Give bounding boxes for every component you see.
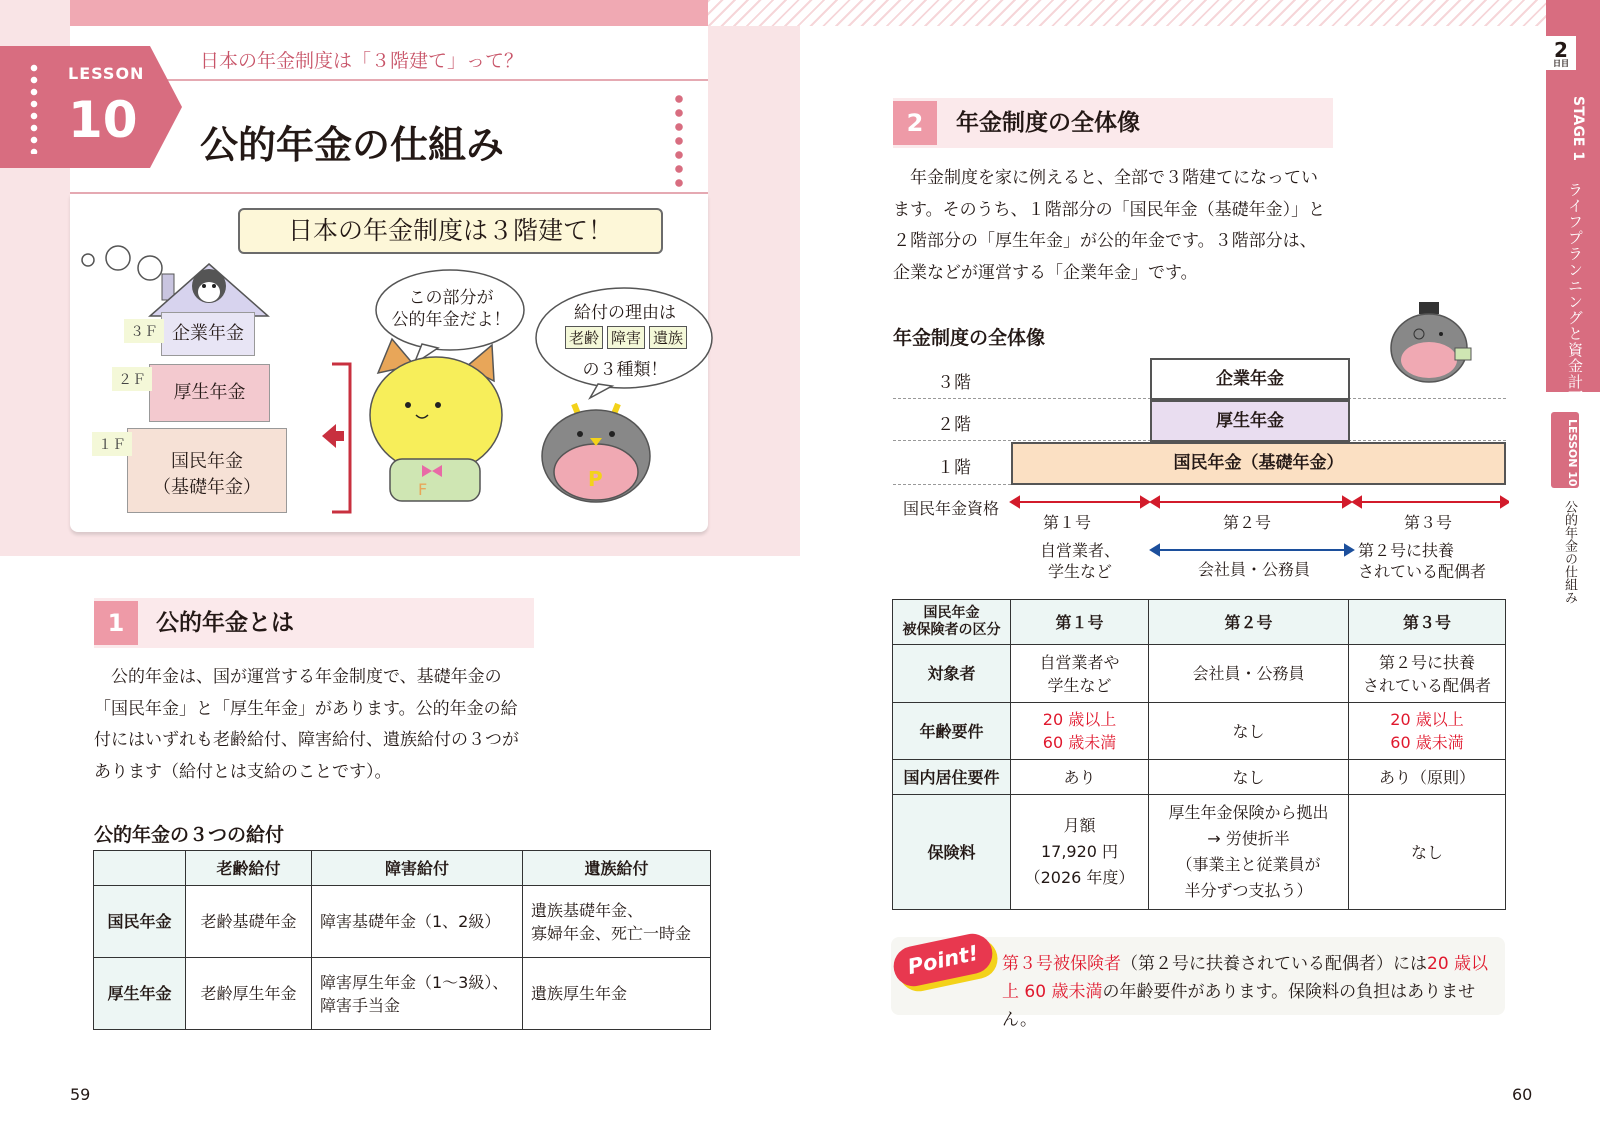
row-label: 国民年金	[94, 886, 186, 958]
cat-mascot	[356, 335, 514, 515]
table-row	[893, 645, 1506, 703]
stage-label: STAGE 1	[1570, 96, 1586, 162]
section2-line: ２階部分の「厚生年金」が公的年金です。３階部分は、	[893, 231, 1317, 251]
bubble1-line2: 公的年金だよ！	[391, 310, 511, 330]
section1-line: あります（給付とは支給のことです）。	[94, 761, 392, 782]
floor2-row-label: ２階	[937, 415, 971, 435]
table-header: 第２号	[1149, 600, 1349, 645]
header-subtitle: 日本の年金制度は「３階建て」って？	[200, 50, 524, 72]
cell-line: 遺族基礎年金、	[531, 900, 644, 920]
table-row	[893, 795, 1506, 910]
section2-line: ます。そのうち、１階部分の「国民年金（基礎年金）」と	[893, 199, 1326, 220]
cell-line: 60 歳未満	[1390, 733, 1464, 752]
table-cell	[523, 886, 711, 958]
cell-line: 寡婦年金、死亡一時金	[531, 923, 692, 943]
bubble2-tags	[556, 326, 696, 349]
cell-line: 月額	[1063, 816, 1096, 835]
bubble2-line3: の３種類！	[582, 360, 668, 380]
point-red-2: 20 歳以上 60 歳未満	[1002, 954, 1489, 1002]
tag-old-age: 老齢	[565, 326, 603, 349]
section2-title: 年金制度の全体像	[956, 110, 1140, 136]
side-lesson-title: 公的年金の仕組み	[1562, 500, 1577, 604]
house-floor-2	[149, 364, 270, 422]
table-cell: なし	[1149, 760, 1349, 795]
table-cell: あり	[1011, 760, 1149, 795]
table-row	[94, 886, 711, 958]
table-cell: 老齢基礎年金	[186, 886, 312, 958]
section2-number: 2	[893, 101, 937, 145]
row-label: 保険料	[893, 795, 1011, 910]
cell-line: 20 歳以上	[1390, 710, 1464, 729]
svg-text:P: P	[588, 467, 603, 491]
house-floor-3	[161, 312, 255, 356]
section1-line: 「国民年金」と「厚生年金」があります。公的年金の給	[94, 698, 518, 719]
title-dots	[674, 92, 684, 190]
table-cell	[1011, 645, 1149, 703]
table-cell	[1149, 795, 1349, 910]
callout-banner: 日本の年金制度は３階建て！	[238, 208, 663, 254]
header-top-bar	[70, 0, 708, 26]
table-header: 第１号	[1011, 600, 1149, 645]
penguin-mascot	[536, 394, 656, 506]
category3-label: 第３号	[1404, 513, 1453, 532]
lesson-number: 10	[68, 91, 138, 149]
lesson-label: LESSON	[68, 64, 145, 83]
cell-line: 障害厚生年金（1〜3級）、	[320, 972, 509, 992]
point-text-1: （第２号に扶養されている配偶者）には	[1121, 954, 1427, 974]
cell-line: （事業主と従業員が	[1176, 855, 1321, 874]
desc-line: 自営業者、	[1040, 541, 1121, 560]
cell-line: 60 歳未満	[1042, 733, 1117, 752]
table-cell	[1349, 703, 1506, 760]
floor1-row-label: １階	[937, 458, 971, 478]
row-label: 厚生年金	[94, 958, 186, 1030]
cell-line: 半分ずつ支払う）	[1184, 881, 1313, 900]
table-cell: 会社員・公務員	[1149, 645, 1349, 703]
page-number-right: 60	[1512, 1085, 1533, 1104]
table-row	[893, 760, 1506, 795]
point-red-1: 第３号被保険者	[1002, 954, 1121, 974]
table-header: 障害給付	[312, 851, 523, 886]
section1-body	[94, 662, 544, 788]
cell-line: 学生など	[1047, 675, 1112, 695]
penguin-mascot-small	[1385, 302, 1477, 388]
desc-line: 第２号に扶養	[1358, 541, 1455, 560]
section2-body	[893, 163, 1353, 289]
table-row	[94, 958, 711, 1030]
bubble1-line1: この部分が	[408, 288, 494, 308]
category1-desc	[1040, 540, 1120, 582]
floor1-line2: （基礎年金）	[153, 477, 261, 498]
diagram-title: 年金制度の全体像	[893, 327, 1046, 349]
house-floor-1	[127, 428, 287, 513]
bracket-arrow-icon	[322, 362, 354, 514]
cell-line: 自営業者や	[1039, 652, 1120, 672]
national-pension-box: 国民年金（基礎年金）	[1011, 442, 1506, 485]
section2-line: 企業などが運営する「企業年金」です。	[893, 262, 1198, 283]
lesson-dots	[30, 62, 38, 154]
section2-line: 年金制度を家に例えると、全部で３階建てになってい	[893, 168, 1318, 188]
tag-disability: 障害	[607, 326, 645, 349]
table-cell: 障害基礎年金（1、2級）	[312, 886, 523, 958]
page-number-left: 59	[70, 1085, 91, 1104]
cell-line: 障害手当金	[320, 995, 401, 1015]
section1-title: 公的年金とは	[156, 610, 294, 636]
corporate-pension-box: 企業年金	[1150, 358, 1350, 400]
cell-line: 17,920 円	[1040, 842, 1119, 861]
benefits-table	[93, 850, 711, 1030]
row-label: 年齢要件	[893, 703, 1011, 760]
tag-survivor: 遺族	[649, 326, 687, 349]
bubble1-text	[383, 287, 519, 331]
cell-line: 20 歳以上	[1042, 710, 1117, 729]
floor2-label: ２Ｆ	[112, 367, 152, 391]
table-cell	[1011, 795, 1149, 910]
table-header: 老齢給付	[186, 851, 312, 886]
table-row	[893, 703, 1506, 760]
cell-line: 厚生年金保険から拠出	[1168, 803, 1329, 822]
category2-desc: 会社員・公務員	[1198, 560, 1311, 579]
insured-category-table	[892, 599, 1506, 910]
floor3-label: ３Ｆ	[124, 319, 164, 343]
section1-line: 付にはいずれも老齢給付、障害給付、遺族給付の３つが	[94, 730, 519, 750]
benefits-table-title: 公的年金の３つの給付	[94, 824, 285, 846]
point-text-2: の年齢要件があります。保険料の負担はありません。	[1002, 982, 1476, 1030]
floor3-text: 企業年金	[172, 323, 244, 344]
cell-line: されている配偶者	[1362, 675, 1491, 695]
table-cell	[1011, 703, 1149, 760]
house-roof	[148, 262, 270, 318]
table-cell: なし	[1349, 795, 1506, 910]
section1-number: 1	[94, 601, 138, 645]
page-title: 公的年金の仕組み	[200, 123, 505, 167]
top-stripes	[708, 0, 1546, 26]
day-badge	[1546, 36, 1576, 70]
stage-title: ライフプランニングと資金計画	[1566, 182, 1584, 406]
point-badge: Point!	[890, 930, 996, 990]
table-cell: あり（原則）	[1349, 760, 1506, 795]
table-cell: 遺族厚生年金	[523, 958, 711, 1030]
corner-line: 被保険者の区分	[902, 622, 1001, 638]
desc-line: されている配偶者	[1358, 562, 1487, 581]
table-cell: なし	[1149, 703, 1349, 760]
section1-line: 公的年金は、国が運営する年金制度で、基礎年金の	[94, 667, 502, 687]
category3-desc	[1358, 540, 1486, 582]
floor3-row-label: ３階	[937, 373, 971, 393]
table-cell	[1349, 645, 1506, 703]
cell-line: → 労使折半	[1207, 829, 1290, 848]
table-cell: 老齢厚生年金	[186, 958, 312, 1030]
qualification-label: 国民年金資格	[903, 499, 1000, 518]
day-number: 2	[1554, 38, 1568, 62]
corner-line: 国民年金	[923, 605, 980, 621]
table-header: 遺族給付	[523, 851, 711, 886]
floor1-label: １Ｆ	[92, 432, 132, 456]
day-label: 日目	[1553, 59, 1569, 68]
table-header: 第３号	[1349, 600, 1506, 645]
point-text	[1002, 950, 1502, 1034]
desc-line: 学生など	[1048, 562, 1113, 581]
category1-label: 第１号	[1043, 513, 1092, 532]
floor2-text: 厚生年金	[173, 382, 246, 403]
table-corner	[893, 600, 1011, 645]
employee-pension-box: 厚生年金	[1150, 400, 1350, 442]
cell-line: 第２号に扶養	[1378, 652, 1475, 672]
floor1-line1: 国民年金	[171, 451, 243, 472]
side-lesson-tag: LESSON 10	[1551, 412, 1579, 488]
table-header	[94, 851, 186, 886]
row-label: 国内居住要件	[893, 760, 1011, 795]
table-cell	[312, 958, 523, 1030]
bubble2-line1: 給付の理由は	[574, 303, 676, 323]
cell-line: （2026 年度）	[1024, 868, 1135, 887]
category2-label: 第２号	[1223, 513, 1272, 532]
svg-text:F: F	[418, 480, 428, 499]
row-label: 対象者	[893, 645, 1011, 703]
